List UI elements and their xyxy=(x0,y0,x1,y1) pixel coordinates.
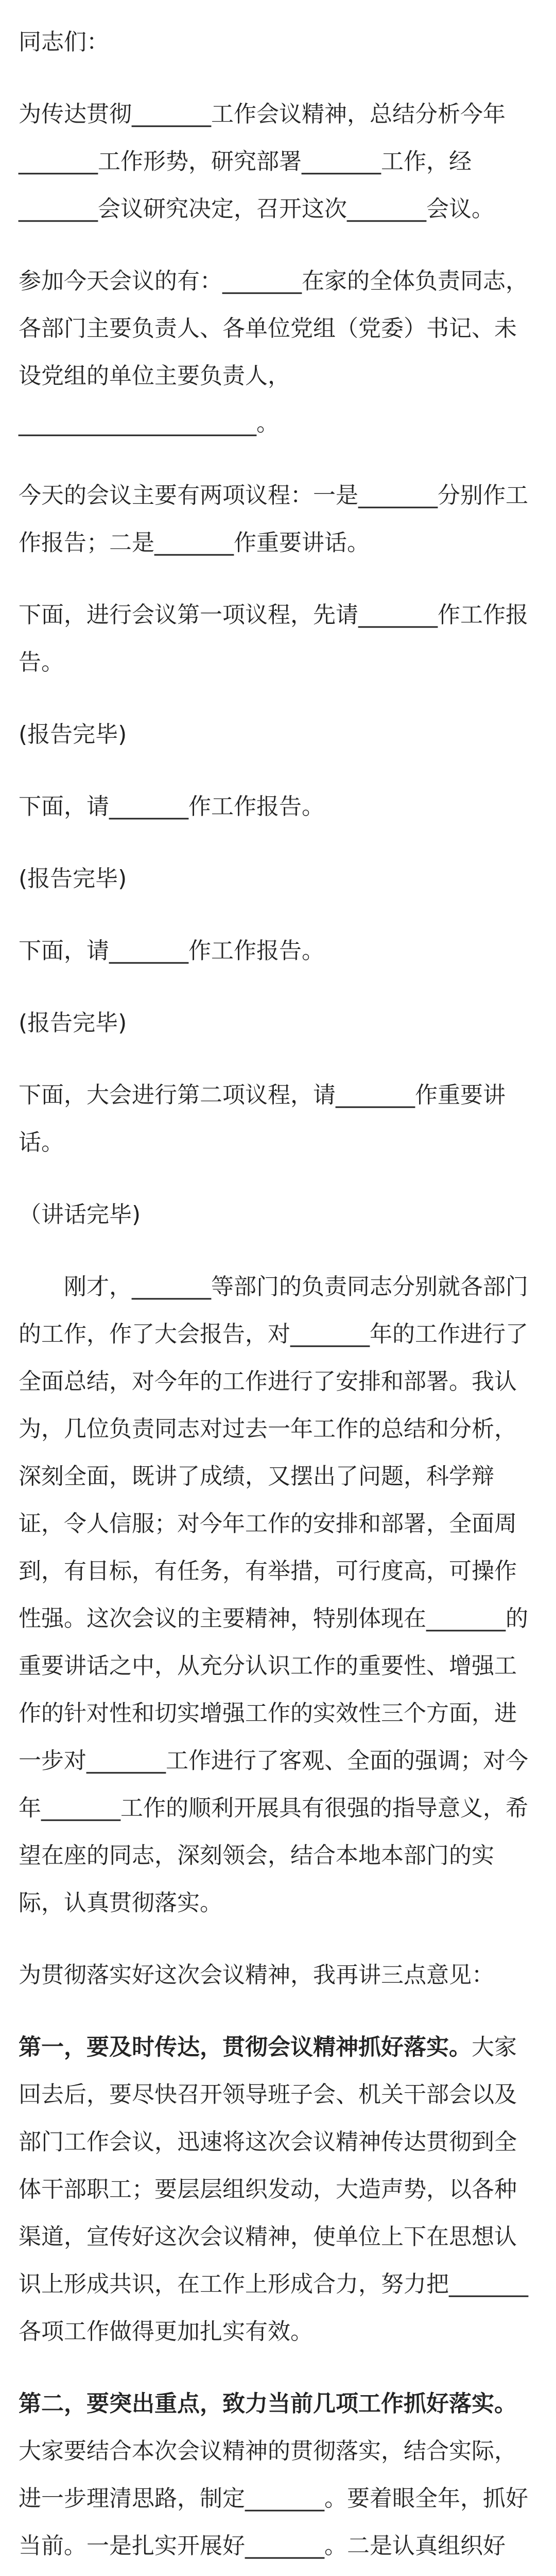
salutation: 同志们： xyxy=(19,29,109,55)
point-one-body: 大家回去后，要尽快召开领导班子会、机关干部会以及部门工作会议，迅速将这次会议精神传达贯彻到全体干部职工；要层层组织发动，大造声势，以各种渠道，宣传好这次会议精神，使单位上下在思想认识上形成共识，在工作上形成合力，努力把_______各项工作做得更加扎实有效。 xyxy=(19,2034,528,2345)
paragraph-second-item: 下面，大会进行第二项议程，请_______作重要讲话。 xyxy=(19,1082,506,1156)
point-two-body: 大家要结合本次会议精神的贯彻落实，结合实际，进一步理清思路，制定_______。要着眼全年，抓好当前。一是扎实开展好_______。二是认真组织好 xyxy=(19,2438,528,2559)
paragraph-attendees: 参加今天会议的有：_______在家的全体负责同志，各部门主要负责人、各单位党组（党委）书记、未设党组的单位主要负责人，_____________________。 xyxy=(19,268,528,436)
paragraph-first-item: 下面，进行会议第一项议程，先请_______作工作报告。 xyxy=(19,602,528,675)
speech-finished-note: （讲话完毕) xyxy=(19,1201,141,1228)
report-finished-note: (报告完毕) xyxy=(19,721,127,748)
report-finished-note: (报告完毕) xyxy=(19,1010,127,1036)
paragraph-three-points-intro: 为贯彻落实好这次会议精神，我再讲三点意见： xyxy=(19,1962,494,1988)
point-one xyxy=(19,2024,537,2355)
point-two xyxy=(19,2380,537,2576)
paragraph-next-report: 下面，请_______作工作报告。 xyxy=(19,793,324,820)
paragraph-summary: 刚才，_______等部门的负责同志分别就各部门的工作，作了大会报告，对_______年的工作进行了全面总结，对今年的工作进行了安排和部署。我认为，几位负责同志对过去一年工作的总结和分析，深刻全面，既讲了成绩，又摆出了问题，科学辩证，令人信服；对今年工作的安排和部署，全面周到，有目标，有任务，有举措，可行度高，可操作性强。这次会议的主要精神，特别体现在_______的重要讲话之中，从充分认识工作的重要性、增强工作的针对性和切实增强工作的实效性三个方面，进一步对_______工作进行了客观、全面的强调；对今年_______工作的顺利开展具有很强的指导意义，希望在座的同志，深刻领会，结合本地本部门的实际，认真贯彻落实。 xyxy=(19,1274,528,1916)
report-finished-note: (报告完毕) xyxy=(19,866,127,892)
paragraph-agenda: 今天的会议主要有两项议程：一是_______分别作工作报告；二是_______作重要讲话。 xyxy=(19,482,528,556)
paragraph-purpose: 为传达贯彻_______工作会议精神，总结分析今年_______工作形势，研究部署_______工作，经_______会议研究决定，召开这次_______会议。 xyxy=(19,101,506,222)
paragraph-next-report: 下面，请_______作工作报告。 xyxy=(19,938,324,964)
point-one-heading: 第一，要及时传达，贯彻会议精神抓好落实。 xyxy=(19,2034,472,2060)
point-two-heading: 第二，要突出重点，致力当前几项工作抓好落实。 xyxy=(19,2391,517,2417)
